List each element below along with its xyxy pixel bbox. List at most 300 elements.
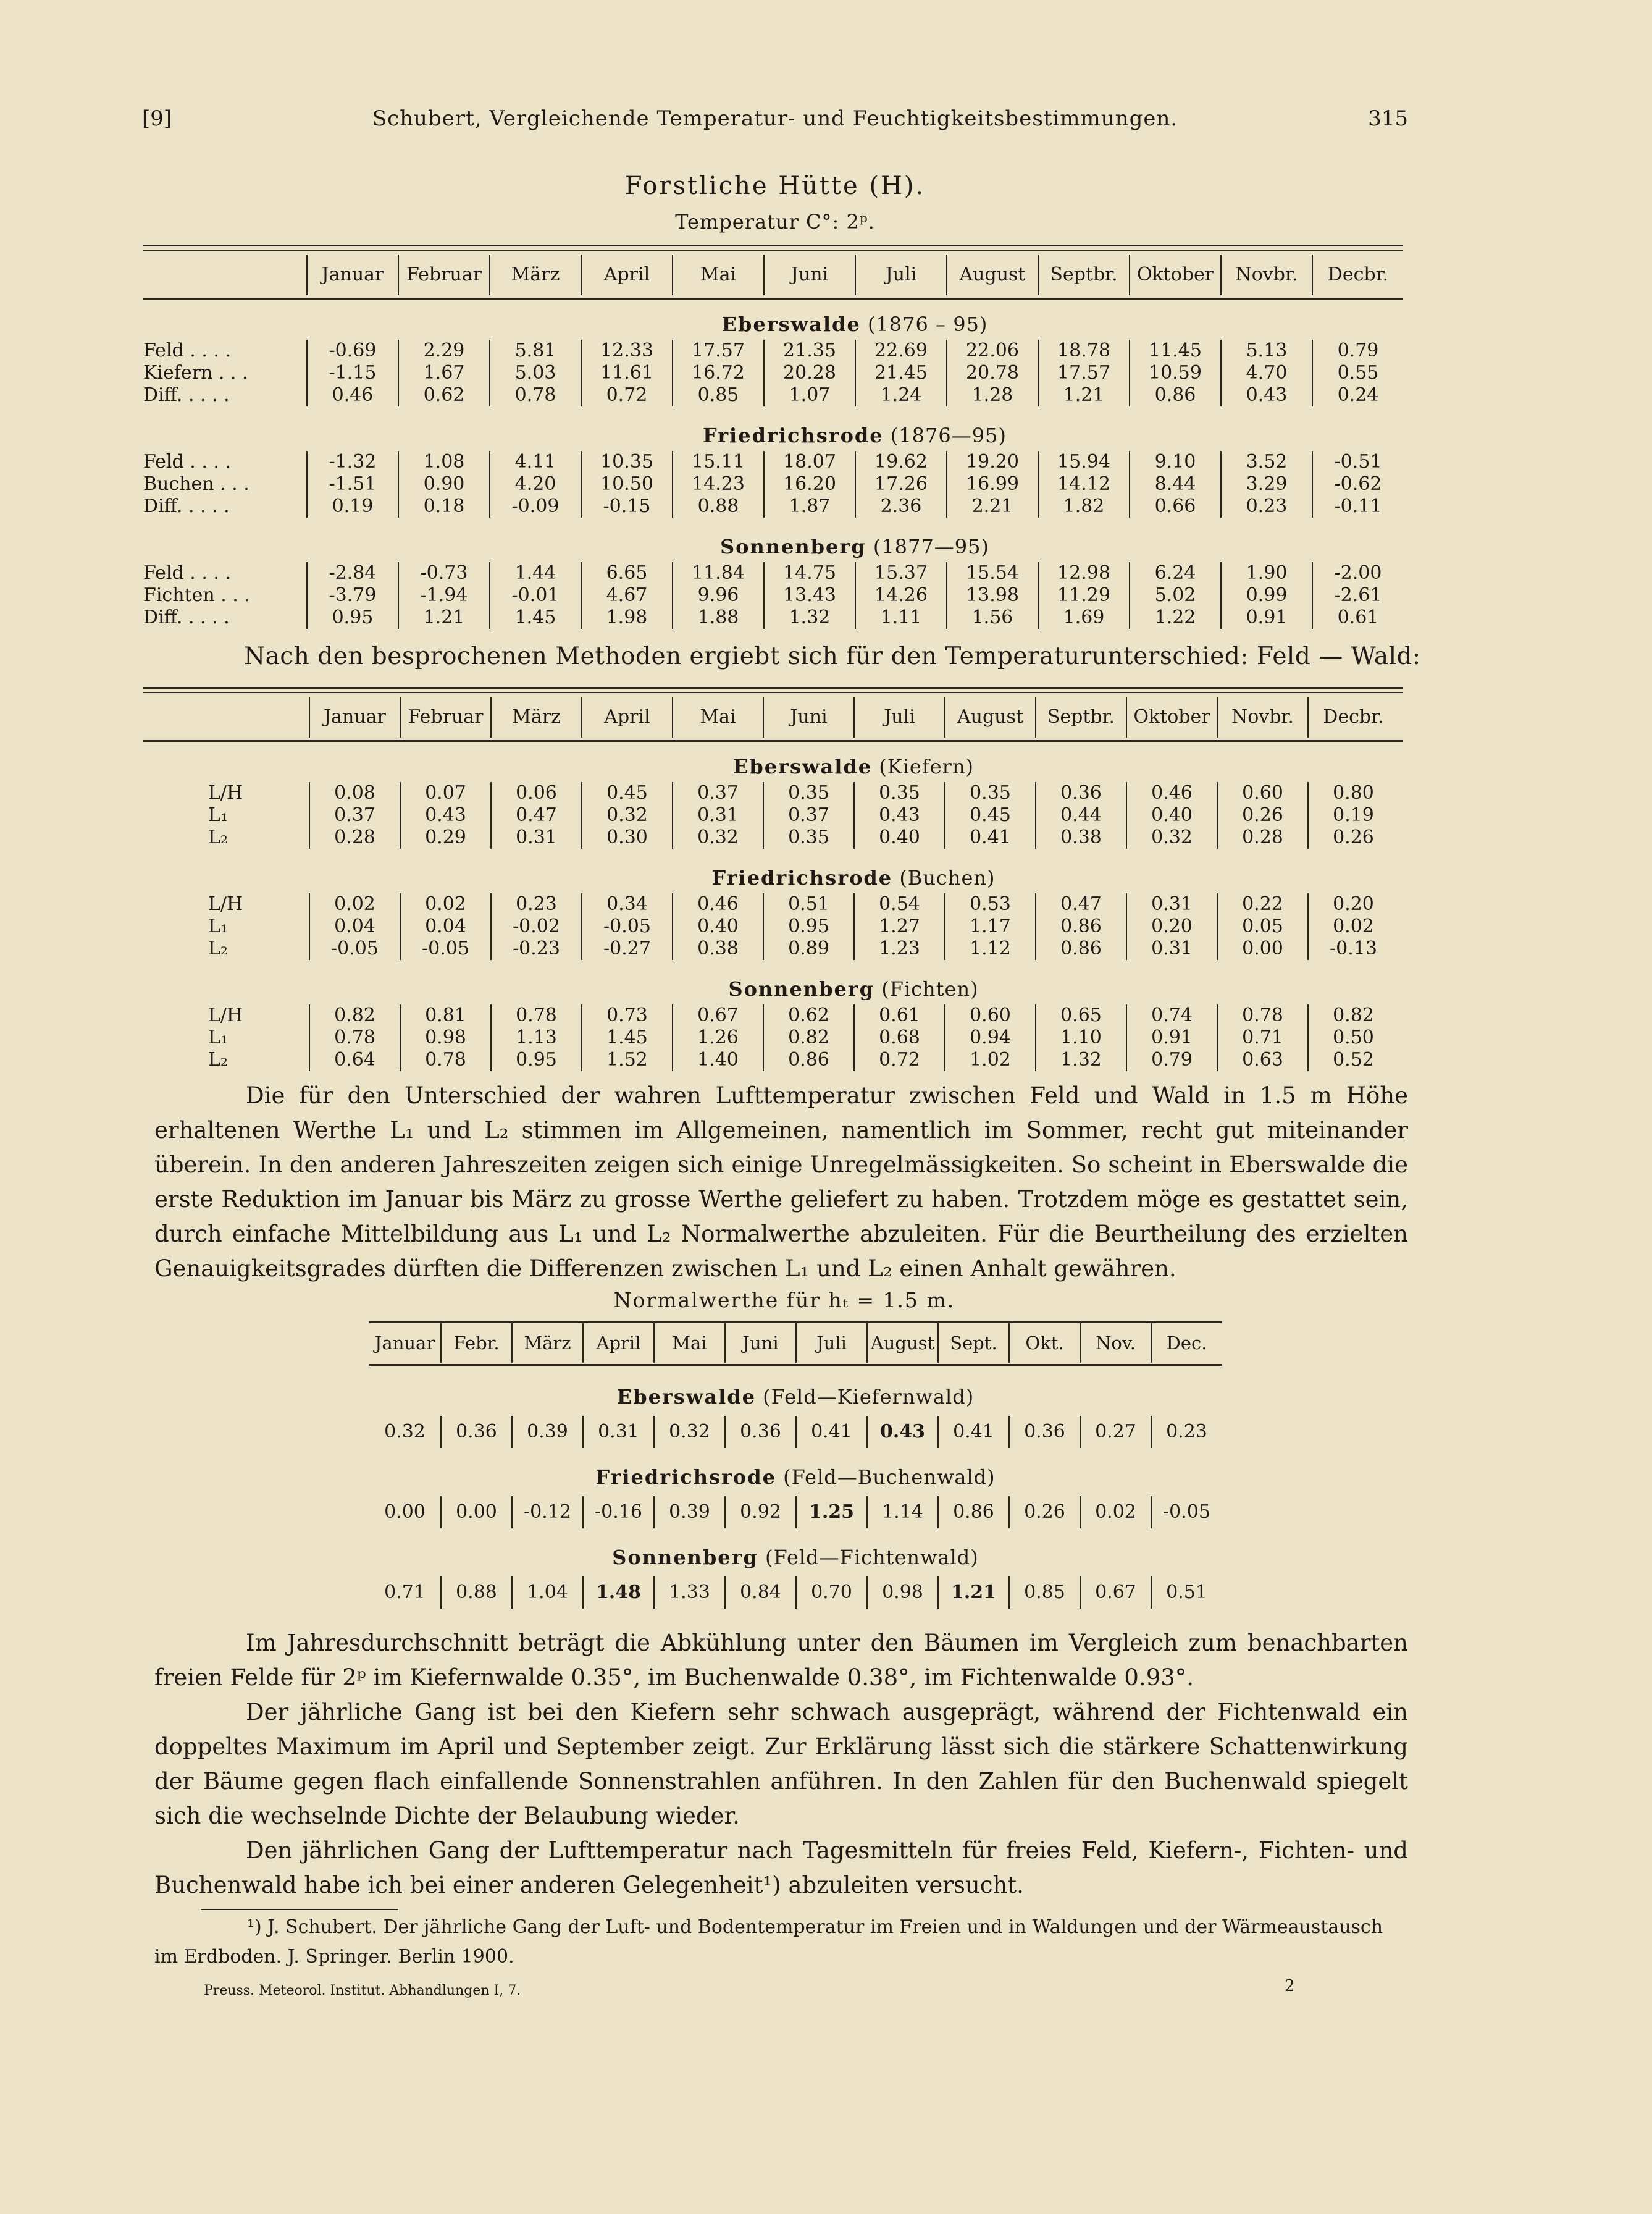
column-header: März: [489, 255, 581, 295]
section-heading: [369, 1465, 1222, 1489]
table-cell: 1.90: [1220, 562, 1312, 584]
table-cell: 0.47: [490, 804, 581, 827]
table-cell: 0.18: [398, 495, 489, 518]
table-cell: 0.68: [853, 1027, 944, 1049]
table-cell: 1.40: [672, 1049, 763, 1071]
table-cell: 0.86: [1035, 915, 1126, 938]
section-period: (1877—95): [873, 535, 989, 558]
table-row: [143, 1004, 1398, 1027]
table-cell: 22.69: [855, 340, 946, 362]
table-cell: 1.98: [581, 607, 672, 629]
table-cell: 0.46: [306, 384, 398, 406]
section-heading: [309, 977, 1398, 1001]
table-cell: 0.84: [724, 1576, 795, 1609]
table-cell: 0.02: [309, 893, 400, 915]
table-top-rule-2: [143, 692, 1403, 693]
column-header: Juni: [763, 697, 853, 738]
table-cell: 11.29: [1038, 584, 1129, 607]
table-cell: 0.78: [1217, 1004, 1307, 1027]
table-cell: 1.12: [944, 938, 1035, 960]
table-cell: 1.13: [490, 1027, 581, 1049]
table-cell: 0.43: [400, 804, 490, 827]
column-header: Februar: [398, 255, 489, 295]
header-bottom-rule: [143, 298, 1403, 300]
table-cell: 1.11: [855, 607, 946, 629]
table-cell: 0.41: [937, 1416, 1008, 1448]
table-cell: 0.02: [1080, 1496, 1151, 1528]
table-row: [143, 384, 1403, 406]
table-row: [143, 473, 1403, 495]
table-cell: 0.04: [400, 915, 490, 938]
table-cell: 15.94: [1038, 451, 1129, 473]
table-cell: 0.35: [944, 782, 1035, 804]
column-header: Februar: [400, 697, 490, 738]
column-header-row: [309, 696, 1398, 739]
table-cell: -0.05: [1151, 1496, 1222, 1528]
table-row: [143, 562, 1403, 584]
table-cell: 0.54: [853, 893, 944, 915]
table-cell: 0.52: [1307, 1049, 1398, 1071]
page-ref: [9]: [142, 106, 172, 131]
table-cell: 0.26: [1008, 1496, 1080, 1528]
column-header: August: [866, 1323, 937, 1363]
table-cell: -0.23: [490, 938, 581, 960]
paragraph-4: Den jährlichen Gang der Lufttemperatur nach Tagesmitteln für freies Feld, Kiefern-, Fichten- und Buchenwald habe ich bei einer anderen Gelegenheit¹) abzuleiten versucht.: [154, 1837, 1408, 1898]
column-header: Okt.: [1008, 1323, 1080, 1363]
table-cell: -0.05: [309, 938, 400, 960]
table-cell: 0.71: [384, 1581, 426, 1603]
table-cell: 0.65: [1035, 1004, 1126, 1027]
table-row: [143, 915, 1398, 938]
table-cell: 5.02: [1129, 584, 1220, 607]
table-cell: 0.02: [400, 893, 490, 915]
table-cell: -0.16: [582, 1496, 653, 1528]
table-cell: 1.10: [1035, 1027, 1126, 1049]
table-cell: 1.26: [672, 1027, 763, 1049]
section-period: (Feld—Fichtenwald): [765, 1546, 979, 1569]
table-cell: -0.05: [400, 938, 490, 960]
table-row: [143, 827, 1398, 849]
table-cell: 0.99: [1220, 584, 1312, 607]
table-cell: 0.85: [1008, 1576, 1080, 1609]
table-cell: 12.33: [581, 340, 672, 362]
table-cell: 14.26: [855, 584, 946, 607]
row-label: Diff. . . . .: [143, 607, 230, 628]
table-cell: 5.81: [489, 340, 581, 362]
section-heading: [306, 535, 1403, 558]
table-cell: 0.28: [309, 827, 400, 849]
table-cell: -0.12: [511, 1496, 582, 1528]
table-cell: 1.82: [1038, 495, 1129, 518]
table-cell: 20.78: [946, 362, 1038, 384]
table-cell: 0.70: [795, 1576, 866, 1609]
table-cell: 21.35: [763, 340, 855, 362]
table-cell: 0.60: [1217, 782, 1307, 804]
table-cell: 10.59: [1129, 362, 1220, 384]
table-cell: -0.27: [581, 938, 672, 960]
table-cell: -0.69: [306, 340, 398, 362]
row-label: Kiefern . . .: [143, 362, 248, 384]
table-cell: 4.70: [1220, 362, 1312, 384]
table-cell: 1.48: [582, 1576, 653, 1609]
table-row: [143, 1027, 1398, 1049]
table3-header-rule: [369, 1364, 1222, 1366]
table-cell: 0.40: [853, 827, 944, 849]
table-cell: 0.72: [853, 1049, 944, 1071]
table-cell: 2.21: [946, 495, 1038, 518]
column-header: April: [581, 697, 672, 738]
table-cell: -0.05: [581, 915, 672, 938]
table-cell: 0.86: [1129, 384, 1220, 406]
table-cell: 0.51: [1151, 1576, 1222, 1609]
column-header: Sept.: [937, 1323, 1008, 1363]
table-row: [143, 893, 1398, 915]
table-cell: 1.23: [853, 938, 944, 960]
signature-mark: 2: [1285, 1977, 1295, 1995]
paragraph-1-text: Die für den Unterschied der wahren Lufttemperatur zwischen Feld und Wald in 1.5 m Höhe erhaltenen Werthe L₁ und L₂ stimmen im Allgemeinen, namentlich im Sommer, recht gut miteinander überein. In den anderen Jahreszeiten zeigen sich einige Unregelmässigkeiten. So scheint in Eberswalde die erste Reduktion im Januar bis März zu grosse Werthe geliefert zu haben. Trotzdem möge es gestattet sein, durch einfache Mittelbildung aus L₁ und L₂ Normalwerthe abzuleiten. Für die Beurtheilung des erzielten Genauigkeitsgrades dürften die Differenzen zwischen L₁ und L₂ einen Anhalt gewähren.: [154, 1082, 1408, 1282]
table-cell: 15.11: [672, 451, 763, 473]
table-row: [369, 1496, 1222, 1528]
row-label: L₁: [208, 915, 228, 937]
table-cell: 21.45: [855, 362, 946, 384]
table-cell: 3.52: [1220, 451, 1312, 473]
section-heading: [369, 1385, 1222, 1408]
table-cell: 1.28: [946, 384, 1038, 406]
table-cell: 0.36: [724, 1416, 795, 1448]
section-heading: [306, 424, 1403, 447]
section-period: (Buchen): [899, 866, 996, 890]
table-cell: 0.37: [672, 782, 763, 804]
table-cell: 4.11: [489, 451, 581, 473]
table-cell: 0.31: [672, 804, 763, 827]
table-cell: 0.91: [1220, 607, 1312, 629]
row-label: L/H: [208, 893, 243, 915]
table-cell: -0.62: [1312, 473, 1403, 495]
table-cell: 0.73: [581, 1004, 672, 1027]
column-header: Juli: [855, 255, 946, 295]
table-cell: -2.61: [1312, 584, 1403, 607]
table-cell: 1.22: [1129, 607, 1220, 629]
table-row: [143, 1049, 1398, 1071]
column-header: Mai: [672, 255, 763, 295]
table-cell: 0.67: [1080, 1576, 1151, 1609]
table-cell: 0.20: [1307, 893, 1398, 915]
table3-header-row: [369, 1323, 1222, 1363]
table-cell: 0.37: [309, 804, 400, 827]
table-cell: 18.78: [1038, 340, 1129, 362]
table-cell: 0.31: [1126, 938, 1217, 960]
header-bottom-rule: [143, 740, 1403, 742]
footnote-rule: [201, 1909, 398, 1910]
table-cell: 0.95: [306, 607, 398, 629]
table-cell: 2.36: [855, 495, 946, 518]
table-cell: 1.45: [489, 607, 581, 629]
table-cell: 1.56: [946, 607, 1038, 629]
running-header: [142, 106, 1408, 143]
table-cell: 0.38: [1035, 827, 1126, 849]
table-cell: 0.78: [400, 1049, 490, 1071]
section-period: (1876 – 95): [867, 313, 988, 336]
column-header: Januar: [306, 255, 398, 295]
table-cell: 0.40: [672, 915, 763, 938]
table-cell: 0.23: [490, 893, 581, 915]
paragraph-1: [154, 1079, 1408, 1286]
running-title: Schubert, Vergleichende Temperatur- und Feuchtigkeitsbestimmungen.: [372, 106, 1178, 131]
table-cell: 0.90: [398, 473, 489, 495]
column-header: Decbr.: [1307, 697, 1398, 738]
table-cell: 16.72: [672, 362, 763, 384]
table-cell: 6.24: [1129, 562, 1220, 584]
table-cell: 5.13: [1220, 340, 1312, 362]
table-cell: 1.07: [763, 384, 855, 406]
table-cell: 0.86: [937, 1496, 1008, 1528]
table-cell: 0.22: [1217, 893, 1307, 915]
table-cell: 0.19: [1307, 804, 1398, 827]
table-cell: 0.55: [1312, 362, 1403, 384]
table-cell: 11.84: [672, 562, 763, 584]
table-cell: 0.43: [853, 804, 944, 827]
table-cell: 0.44: [1035, 804, 1126, 827]
table-cell: 0.41: [795, 1416, 866, 1448]
table-cell: 1.21: [398, 607, 489, 629]
table-cell: 16.99: [946, 473, 1038, 495]
table-cell: 0.19: [306, 495, 398, 518]
column-header: Januar: [374, 1332, 435, 1353]
table-cell: 0.61: [1312, 607, 1403, 629]
section-name: Eberswalde: [732, 755, 873, 778]
table-cell: 0.92: [724, 1496, 795, 1528]
table-cell: 0.74: [1126, 1004, 1217, 1027]
table-cell: 3.29: [1220, 473, 1312, 495]
table-cell: 11.45: [1129, 340, 1220, 362]
table-cell: 0.38: [672, 938, 763, 960]
table1-subtitle: Temperatur C°: 2ᵖ.: [675, 210, 875, 234]
section-heading: [369, 1546, 1222, 1569]
table-cell: 0.35: [763, 782, 853, 804]
table-top-rule: [143, 687, 1403, 689]
table-cell: 0.28: [1217, 827, 1307, 849]
table-cell: 13.98: [946, 584, 1038, 607]
table-cell: 0.41: [944, 827, 1035, 849]
section-period: (Feld—Kiefernwald): [763, 1385, 975, 1408]
column-header: Septbr.: [1035, 697, 1126, 738]
column-header: Juli: [853, 697, 944, 738]
table-cell: 0.32: [653, 1416, 724, 1448]
table-row: [369, 1576, 1222, 1609]
table-cell: 0.50: [1307, 1027, 1398, 1049]
table-cell: 0.06: [490, 782, 581, 804]
page-number: 315: [1368, 106, 1408, 131]
table-cell: 0.45: [581, 782, 672, 804]
column-header: Oktober: [1129, 255, 1220, 295]
table-cell: 0.81: [400, 1004, 490, 1027]
table-cell: 0.24: [1312, 384, 1403, 406]
table-cell: 0.82: [309, 1004, 400, 1027]
row-label: Diff. . . . .: [143, 495, 230, 517]
table-cell: 0.23: [1151, 1416, 1222, 1448]
intro-line: Nach den besprochenen Methoden ergiebt sich für den Temperaturunterschied: Feld — Wald:: [244, 642, 1421, 670]
table-cell: 1.08: [398, 451, 489, 473]
table-cell: 4.20: [489, 473, 581, 495]
table-cell: 0.32: [581, 804, 672, 827]
column-header: August: [946, 255, 1038, 295]
table-cell: 0.89: [763, 938, 853, 960]
paragraph-3: Der jährliche Gang ist bei den Kiefern sehr schwach ausgeprägt, während der Fichtenwald ein doppeltes Maximum im April und September zeigt. Zur Erklärung lässt sich die stärkere Schattenwirkung der Bäume gegen flach einfallende Sonnenstrahlen anführen. In den Zahlen für den Buchenwald spiegelt sich die wechselnde Dichte der Belaubung wieder.: [154, 1699, 1408, 1829]
table-cell: 0.61: [853, 1004, 944, 1027]
table-cell: 0.79: [1312, 340, 1403, 362]
table-cell: -0.11: [1312, 495, 1403, 518]
table-cell: 11.61: [581, 362, 672, 384]
table-cell: 17.57: [1038, 362, 1129, 384]
table-cell: -0.13: [1307, 938, 1398, 960]
table-cell: 0.71: [1217, 1027, 1307, 1049]
table-cell: 0.53: [944, 893, 1035, 915]
table-row: [143, 938, 1398, 960]
table-cell: 0.43: [866, 1416, 937, 1448]
column-header: Juni: [763, 255, 855, 295]
table-cell: 0.47: [1035, 893, 1126, 915]
table-cell: 1.17: [944, 915, 1035, 938]
table-cell: 1.52: [581, 1049, 672, 1071]
table-cell: -2.00: [1312, 562, 1403, 584]
section-name: Friedrichsrode: [595, 1465, 776, 1489]
imprint: Preuss. Meteorol. Institut. Abhandlungen I, 7.: [204, 1983, 521, 1998]
column-header: Mai: [653, 1323, 724, 1363]
table-cell: 0.00: [1217, 938, 1307, 960]
table-cell: 0.23: [1220, 495, 1312, 518]
table-cell: 0.31: [1126, 893, 1217, 915]
table-cell: -0.51: [1312, 451, 1403, 473]
table-cell: 1.67: [398, 362, 489, 384]
table-row: [369, 1416, 1222, 1448]
table-cell: 1.45: [581, 1027, 672, 1049]
table-cell: 1.24: [855, 384, 946, 406]
table-cell: 0.39: [511, 1416, 582, 1448]
table-cell: 0.04: [309, 915, 400, 938]
table-cell: -1.51: [306, 473, 398, 495]
section-name: Sonnenberg: [612, 1546, 758, 1569]
row-label: Fichten . . .: [143, 584, 250, 606]
column-header: Decbr.: [1312, 255, 1403, 295]
table-cell: 12.98: [1038, 562, 1129, 584]
table-cell: 19.20: [946, 451, 1038, 473]
row-label: Diff. . . . .: [143, 384, 230, 406]
table-cell: 0.05: [1217, 915, 1307, 938]
section-heading: [309, 866, 1398, 890]
table-cell: 0.20: [1126, 915, 1217, 938]
table-cell: 0.39: [653, 1496, 724, 1528]
table-cell: 0.31: [490, 827, 581, 849]
table-cell: 15.54: [946, 562, 1038, 584]
table-cell: -0.09: [489, 495, 581, 518]
row-label: L₂: [208, 1049, 228, 1071]
table-row: [143, 340, 1403, 362]
table-cell: 0.46: [672, 893, 763, 915]
table-cell: 2.29: [398, 340, 489, 362]
paragraph-2: Im Jahresdurchschnitt beträgt die Abkühlung unter den Bäumen im Vergleich zum benachbarten freien Felde für 2ᵖ im Kiefernwalde 0.35°, im Buchenwalde 0.38°, im Fichtenwalde 0.93°.: [154, 1630, 1408, 1691]
table-row: [143, 804, 1398, 827]
table-cell: 20.28: [763, 362, 855, 384]
table-cell: 1.87: [763, 495, 855, 518]
table-cell: 0.85: [672, 384, 763, 406]
table-cell: 0.43: [1220, 384, 1312, 406]
table-cell: 0.32: [672, 827, 763, 849]
table-cell: 0.29: [400, 827, 490, 849]
section-heading: [309, 755, 1398, 778]
table-cell: 0.80: [1307, 782, 1398, 804]
table-cell: 0.35: [763, 827, 853, 849]
column-header: Nov.: [1080, 1323, 1151, 1363]
table-cell: 0.31: [582, 1416, 653, 1448]
table-cell: 0.26: [1307, 827, 1398, 849]
row-label: L₂: [208, 827, 228, 848]
section-name: Sonnenberg: [728, 977, 875, 1001]
section-period: (1876—95): [890, 424, 1007, 447]
section-heading: [306, 313, 1403, 336]
column-header: April: [581, 255, 672, 295]
table3-top-rule: [369, 1321, 1222, 1323]
table-cell: 1.32: [1035, 1049, 1126, 1071]
table-cell: 17.26: [855, 473, 946, 495]
column-header: Januar: [309, 697, 400, 738]
table-top-rule: [143, 245, 1403, 246]
table-cell: 0.00: [384, 1501, 426, 1523]
table-cell: 0.72: [581, 384, 672, 406]
table-cell: 5.03: [489, 362, 581, 384]
section-name: Friedrichsrode: [703, 424, 884, 447]
paragraph-block: [154, 1626, 1408, 1903]
column-header: Novbr.: [1220, 255, 1312, 295]
row-label: Buchen . . .: [143, 473, 249, 495]
column-header-row: [306, 253, 1403, 297]
table-cell: 14.23: [672, 473, 763, 495]
table-cell: 4.67: [581, 584, 672, 607]
table-cell: 0.78: [489, 384, 581, 406]
table-top-rule-2: [143, 250, 1403, 251]
table-cell: 0.66: [1129, 495, 1220, 518]
table-cell: 0.26: [1217, 804, 1307, 827]
table-cell: 0.60: [944, 1004, 1035, 1027]
footnote: ¹) J. Schubert. Der jährliche Gang der Luft- und Bodentemperatur im Freien und in Waldungen und der Wärmeaustausch im Erdboden. J. Springer. Berlin 1900.: [154, 1916, 1383, 1968]
table-cell: 10.35: [581, 451, 672, 473]
table-cell: -1.15: [306, 362, 398, 384]
table-cell: 0.78: [309, 1027, 400, 1049]
table-cell: 0.36: [440, 1416, 511, 1448]
table-cell: 1.27: [853, 915, 944, 938]
table-cell: 0.62: [763, 1004, 853, 1027]
column-header: April: [582, 1323, 653, 1363]
table-cell: 0.30: [581, 827, 672, 849]
row-label: Feld . . . .: [143, 451, 232, 473]
table-cell: 9.96: [672, 584, 763, 607]
column-header: Juli: [795, 1323, 866, 1363]
table-cell: 16.20: [763, 473, 855, 495]
table-cell: -1.94: [398, 584, 489, 607]
section-period: (Feld—Buchenwald): [783, 1465, 996, 1489]
row-label: L₂: [208, 938, 228, 959]
section-name: Friedrichsrode: [711, 866, 893, 890]
table-cell: 0.95: [490, 1049, 581, 1071]
table-cell: -0.15: [581, 495, 672, 518]
table-cell: 1.69: [1038, 607, 1129, 629]
table-row: [143, 495, 1403, 518]
table-cell: 22.06: [946, 340, 1038, 362]
table-row: [143, 584, 1403, 607]
table-cell: 0.91: [1126, 1027, 1217, 1049]
column-header: Febr.: [440, 1323, 511, 1363]
row-label: L/H: [208, 782, 243, 804]
row-label: Feld . . . .: [143, 340, 232, 361]
